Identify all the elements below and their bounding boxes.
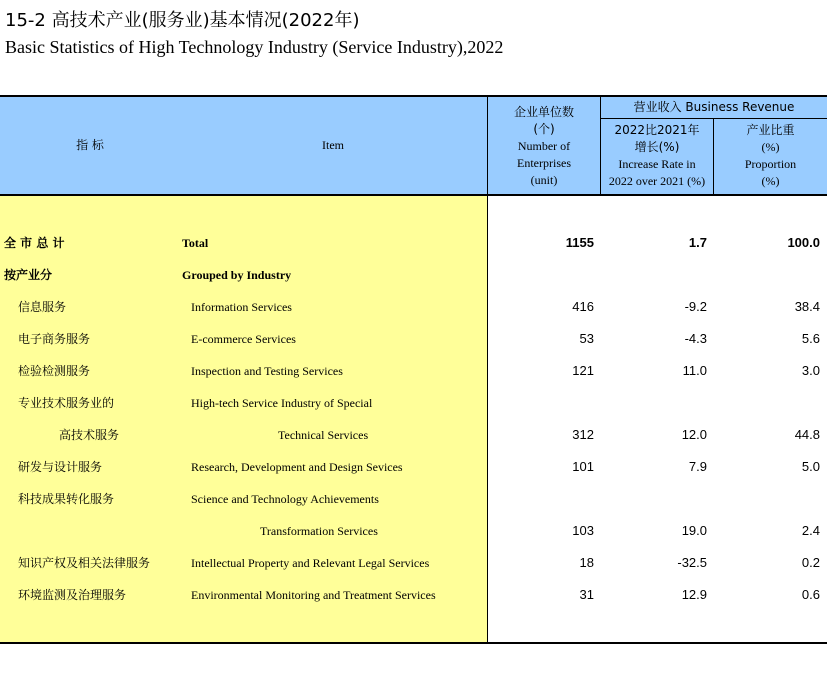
cell-proportion: 2.4	[801, 523, 820, 538]
header-growth	[601, 122, 713, 190]
header-proportion-line: (%)	[761, 174, 780, 188]
header-item-en: Item	[322, 138, 344, 152]
row-label-cn: 知识产权及相关法律服务	[18, 556, 151, 570]
cell-proportion: 3.0	[801, 363, 820, 378]
cell-enterprises: 312	[572, 427, 594, 442]
row-label-cn: 专业技术服务业的	[18, 396, 115, 410]
cell-enterprises: 53	[579, 331, 594, 346]
header-growth-line: 增长(%)	[634, 140, 680, 154]
table-row	[0, 515, 827, 547]
table-row	[0, 323, 827, 355]
row-label-cn: 环境监测及治理服务	[18, 588, 127, 602]
cell-proportion: 0.2	[801, 555, 820, 570]
cell-growth: 7.9	[688, 459, 707, 474]
row-label-en: Inspection and Testing Services	[191, 364, 343, 378]
cell-enterprises: 103	[572, 523, 594, 538]
revenue-group-rule	[601, 118, 827, 119]
header-proportion-line: (%)	[761, 140, 780, 154]
table-bottom-rule	[0, 642, 827, 644]
table-row-group	[0, 259, 827, 291]
row-label-en: High-tech Service Industry of Special	[191, 396, 373, 410]
cell-growth: -9.2	[684, 299, 707, 314]
header-enterprises-line: (个)	[533, 122, 555, 136]
header-indicator-cn: 指 标	[76, 138, 104, 152]
row-label-cn: 电子商务服务	[18, 332, 91, 346]
header-enterprises-line: Number of	[517, 139, 571, 153]
cell-proportion: 0.6	[801, 587, 820, 602]
row-label-cn: 信息服务	[18, 300, 67, 314]
cell-enterprises: 101	[572, 459, 594, 474]
header-enterprises-line: Enterprises	[517, 156, 571, 170]
cell-growth: 12.9	[681, 587, 707, 602]
row-label-cn: 研发与设计服务	[18, 460, 103, 474]
header-growth-line: 2022比2021年	[614, 123, 700, 137]
row-label-cn: 按产业分	[4, 268, 53, 282]
row-label-cn: 检验检测服务	[18, 364, 91, 378]
cell-proportion: 5.6	[801, 331, 820, 346]
cell-enterprises: 416	[572, 299, 594, 314]
header-enterprises-line: (unit)	[530, 173, 558, 187]
cell-growth: 11.0	[682, 363, 707, 378]
table-row	[0, 387, 827, 419]
row-label-en: Intellectual Property and Relevant Legal Services	[191, 556, 430, 570]
table-row-total	[0, 227, 827, 259]
row-label-en: Information Services	[191, 300, 292, 314]
cell-proportion: 100.0	[787, 235, 820, 250]
table-row	[0, 483, 827, 515]
cell-growth: 1.7	[688, 235, 707, 250]
cell-proportion: 44.8	[794, 427, 820, 442]
row-label-en: Transformation Services	[260, 524, 378, 538]
row-label-en: Research, Development and Design Sevices	[191, 460, 403, 474]
cell-growth: 19.0	[681, 523, 707, 538]
cell-enterprises: 1155	[565, 235, 594, 250]
header-enterprises-line: 企业单位数	[513, 105, 574, 119]
table-row	[0, 579, 827, 611]
table-row	[0, 451, 827, 483]
cell-growth: 12.0	[681, 427, 707, 442]
header-proportion	[714, 122, 827, 190]
header-growth-line: Increase Rate in	[618, 157, 696, 171]
table-row	[0, 547, 827, 579]
header-revenue-group: 营业收入 Business Revenue	[633, 100, 795, 114]
row-label-en: Science and Technology Achievements	[191, 492, 379, 506]
row-label-en: Technical Services	[278, 428, 369, 442]
row-label-cn: 高技术服务	[59, 428, 120, 442]
cell-enterprises: 31	[579, 587, 594, 602]
page-title-en: Basic Statistics of High Technology Industry (Service Industry),2022	[5, 37, 504, 57]
table-top-rule	[0, 95, 827, 97]
row-label-en: Total	[182, 236, 209, 250]
cell-proportion: 38.4	[794, 299, 820, 314]
table-row	[0, 355, 827, 387]
cell-proportion: 5.0	[801, 459, 820, 474]
cell-growth: -32.5	[677, 555, 707, 570]
row-label-cn: 全 市 总 计	[4, 236, 65, 250]
page-title-cn: 15-2 高技术产业(服务业)基本情况(2022年)	[5, 10, 360, 31]
header-enterprises	[488, 104, 600, 189]
table-row	[0, 291, 827, 323]
header-bottom-rule	[0, 194, 827, 196]
row-label-cn: 科技成果转化服务	[18, 492, 115, 506]
row-label-en: Grouped by Industry	[182, 268, 292, 282]
row-label-en: Environmental Monitoring and Treatment Services	[191, 588, 436, 602]
header-proportion-line: 产业比重	[746, 123, 795, 137]
header-proportion-line: Proportion	[744, 157, 797, 171]
header-growth-line: 2022 over 2021 (%)	[608, 174, 706, 188]
cell-enterprises: 18	[579, 555, 594, 570]
cell-growth: -4.3	[684, 331, 707, 346]
cell-enterprises: 121	[572, 363, 594, 378]
table-row	[0, 419, 827, 451]
row-label-en: E-commerce Services	[191, 332, 296, 346]
